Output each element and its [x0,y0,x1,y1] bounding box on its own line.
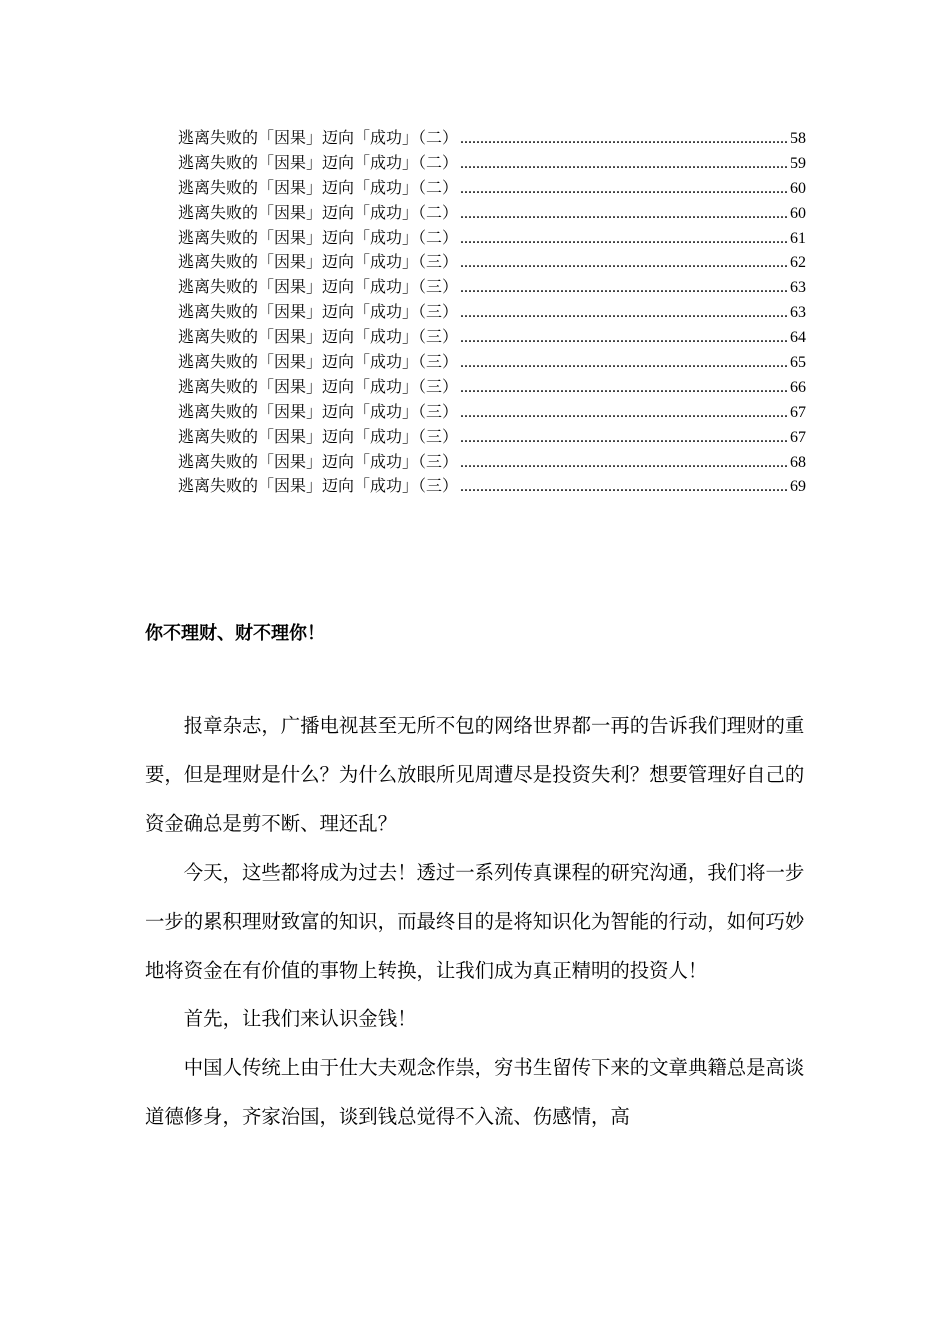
toc-entry[interactable] [178,151,806,176]
toc-entry[interactable] [178,400,806,425]
toc-dot-leader [460,152,789,177]
toc-entry[interactable] [178,375,806,400]
toc-entry[interactable] [178,325,806,350]
toc-dot-leader [460,127,789,152]
toc-page-number: 61 [790,229,806,247]
toc-page-number: 60 [790,204,806,222]
toc-page-number: 65 [790,354,806,372]
table-of-contents [178,126,806,499]
toc-entry-title: 逃离失败的「因果」迈向「成功」（三） [178,252,459,272]
toc-dot-leader [460,177,789,202]
toc-entry-title: 逃离失败的「因果」迈向「成功」（三） [178,352,459,372]
toc-dot-leader [460,351,789,376]
toc-page-number: 58 [790,130,806,147]
toc-entry-title: 逃离失败的「因果」迈向「成功」（三） [178,376,459,396]
toc-entry[interactable] [178,226,806,251]
toc-page-number: 63 [790,279,806,297]
toc-entry-title: 逃离失败的「因果」迈向「成功」（二） [178,177,459,197]
toc-entry-title: 逃离失败的「因果」迈向「成功」（二） [178,227,459,247]
toc-entry[interactable] [178,176,806,201]
toc-entry-title: 逃离失败的「因果」迈向「成功」（二） [178,128,459,147]
body-paragraph: 今天，这些都将成为过去！透过一系列传真课程的研究沟通，我们将一步一步的累积理财致富的知识，而最终目的是将知识化为智能的行动，如何巧妙地将资金在有价值的事物上转换，让我们成为真正精明的投资人！ [145,860,805,982]
toc-dot-leader [460,227,789,252]
toc-entry-title: 逃离失败的「因果」迈向「成功」（三） [178,451,459,471]
toc-entry-title: 逃离失败的「因果」迈向「成功」（三） [178,327,459,347]
toc-page-number: 60 [790,179,806,197]
toc-dot-leader [460,426,789,451]
toc-dot-leader [460,451,789,476]
body-paragraph: 报章杂志，广播电视甚至无所不包的网络世界都一再的告诉我们理财的重要，但是理财是什么？为什么放眼所见周遭尽是投资失利？想要管理好自己的资金确总是剪不断、理还乱？ [145,714,805,835]
toc-entry-title: 逃离失败的「因果」迈向「成功」（三） [178,401,459,421]
toc-page-number: 69 [790,478,806,496]
toc-entry[interactable] [178,300,806,325]
toc-dot-leader [460,301,789,326]
body-paragraph: 中国人传统上由于仕大夫观念作祟，穷书生留传下来的文章典籍总是高谈道德修身，齐家治国，谈到钱总觉得不入流、伤感情，高 [145,1056,805,1129]
toc-page-number: 64 [790,329,806,347]
toc-page-number: 62 [790,254,806,272]
toc-dot-leader [460,202,789,227]
toc-dot-leader [460,276,789,301]
toc-entry[interactable] [178,474,806,499]
toc-dot-leader [460,376,789,401]
toc-entry-title: 逃离失败的「因果」迈向「成功」（三） [178,426,459,446]
toc-page-number: 63 [790,304,806,322]
toc-page-number: 66 [790,378,806,396]
toc-dot-leader [460,326,789,351]
toc-entry[interactable] [178,350,806,375]
toc-entry[interactable] [178,450,806,475]
toc-entry[interactable] [178,275,806,300]
toc-page-number: 67 [790,403,806,421]
toc-entry-title: 逃离失败的「因果」迈向「成功」（三） [178,302,459,322]
toc-entry-title: 逃离失败的「因果」迈向「成功」（二） [178,152,459,172]
toc-page-number: 67 [790,428,806,446]
toc-entry[interactable] [178,201,806,226]
toc-dot-leader [460,401,789,426]
toc-entry-title: 逃离失败的「因果」迈向「成功」（二） [178,202,459,222]
toc-page-number: 59 [790,154,806,172]
section-body [145,702,807,1142]
toc-entry-title: 逃离失败的「因果」迈向「成功」（三） [178,476,459,496]
section-heading: 你不理财、财不理你！ [145,623,325,644]
toc-entry[interactable] [178,425,806,450]
toc-entry-title: 逃离失败的「因果」迈向「成功」（三） [178,277,459,297]
toc-dot-leader [460,475,789,500]
body-paragraph: 首先，让我们来认识金钱！ [183,1007,417,1031]
toc-entry[interactable] [178,126,806,151]
toc-entry[interactable] [178,250,806,275]
toc-page-number: 68 [790,453,806,471]
toc-dot-leader [460,251,789,276]
